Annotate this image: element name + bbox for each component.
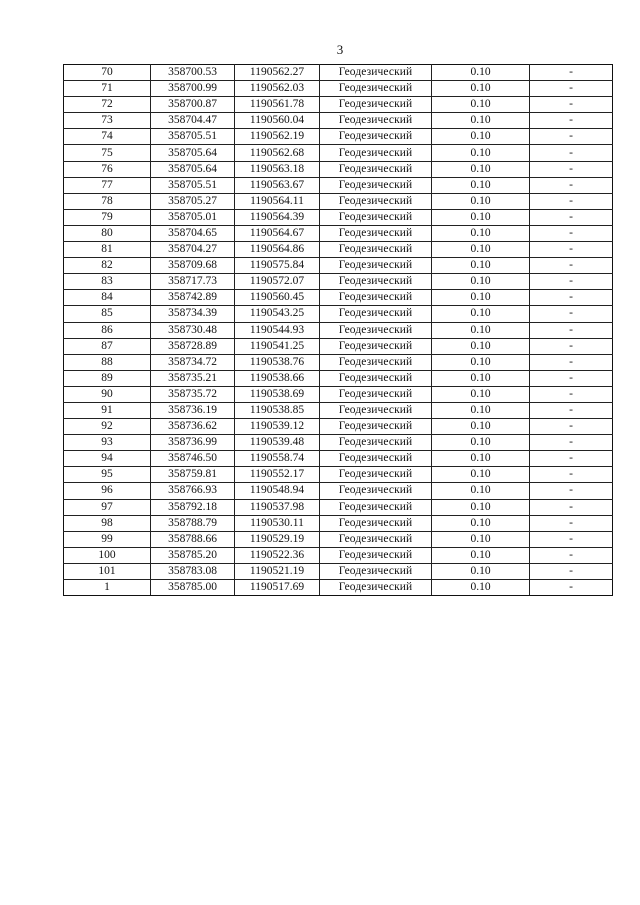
method-cell: Геодезический — [320, 209, 432, 225]
point-number-cell: 94 — [64, 451, 151, 467]
point-number-cell: 71 — [64, 81, 151, 97]
accuracy-cell: 0.10 — [432, 225, 530, 241]
x-coordinate-cell: 358705.64 — [151, 145, 235, 161]
y-coordinate-cell: 1190538.85 — [235, 402, 320, 418]
table-row — [64, 274, 613, 290]
table-row — [64, 97, 613, 113]
description-cell: - — [530, 129, 613, 145]
y-coordinate-cell: 1190543.25 — [235, 306, 320, 322]
table-row — [64, 209, 613, 225]
description-cell: - — [530, 547, 613, 563]
description-cell: - — [530, 274, 613, 290]
y-coordinate-cell: 1190562.27 — [235, 65, 320, 81]
method-cell: Геодезический — [320, 65, 432, 81]
table-row — [64, 113, 613, 129]
table-row — [64, 402, 613, 418]
table-row — [64, 193, 613, 209]
y-coordinate-cell: 1190539.12 — [235, 419, 320, 435]
method-cell: Геодезический — [320, 386, 432, 402]
y-coordinate-cell: 1190541.25 — [235, 338, 320, 354]
accuracy-cell: 0.10 — [432, 290, 530, 306]
accuracy-cell: 0.10 — [432, 499, 530, 515]
x-coordinate-cell: 358704.65 — [151, 225, 235, 241]
description-cell: - — [530, 531, 613, 547]
table-row — [64, 242, 613, 258]
table-row — [64, 225, 613, 241]
x-coordinate-cell: 358736.19 — [151, 402, 235, 418]
y-coordinate-cell: 1190538.66 — [235, 370, 320, 386]
table-row — [64, 81, 613, 97]
method-cell: Геодезический — [320, 451, 432, 467]
accuracy-cell: 0.10 — [432, 354, 530, 370]
method-cell: Геодезический — [320, 161, 432, 177]
table-row — [64, 290, 613, 306]
y-coordinate-cell: 1190521.19 — [235, 563, 320, 579]
accuracy-cell: 0.10 — [432, 113, 530, 129]
table-row — [64, 65, 613, 81]
method-cell: Геодезический — [320, 97, 432, 113]
method-cell: Геодезический — [320, 370, 432, 386]
y-coordinate-cell: 1190552.17 — [235, 467, 320, 483]
y-coordinate-cell: 1190564.86 — [235, 242, 320, 258]
table-row — [64, 467, 613, 483]
point-number-cell: 88 — [64, 354, 151, 370]
table-row — [64, 129, 613, 145]
description-cell: - — [530, 499, 613, 515]
description-cell: - — [530, 145, 613, 161]
point-number-cell: 96 — [64, 483, 151, 499]
x-coordinate-cell: 358746.50 — [151, 451, 235, 467]
accuracy-cell: 0.10 — [432, 338, 530, 354]
description-cell: - — [530, 65, 613, 81]
method-cell: Геодезический — [320, 354, 432, 370]
description-cell: - — [530, 81, 613, 97]
accuracy-cell: 0.10 — [432, 419, 530, 435]
y-coordinate-cell: 1190564.67 — [235, 225, 320, 241]
point-number-cell: 87 — [64, 338, 151, 354]
point-number-cell: 81 — [64, 242, 151, 258]
method-cell: Геодезический — [320, 242, 432, 258]
y-coordinate-cell: 1190538.69 — [235, 386, 320, 402]
accuracy-cell: 0.10 — [432, 145, 530, 161]
method-cell: Геодезический — [320, 531, 432, 547]
x-coordinate-cell: 358788.66 — [151, 531, 235, 547]
y-coordinate-cell: 1190537.98 — [235, 499, 320, 515]
x-coordinate-cell: 358705.27 — [151, 193, 235, 209]
table-row — [64, 161, 613, 177]
method-cell: Геодезический — [320, 274, 432, 290]
y-coordinate-cell: 1190560.45 — [235, 290, 320, 306]
description-cell: - — [530, 483, 613, 499]
table-row — [64, 354, 613, 370]
description-cell: - — [530, 580, 613, 596]
y-coordinate-cell: 1190517.69 — [235, 580, 320, 596]
point-number-cell: 86 — [64, 322, 151, 338]
table-row — [64, 515, 613, 531]
accuracy-cell: 0.10 — [432, 177, 530, 193]
accuracy-cell: 0.10 — [432, 97, 530, 113]
description-cell: - — [530, 306, 613, 322]
x-coordinate-cell: 358709.68 — [151, 258, 235, 274]
x-coordinate-cell: 358730.48 — [151, 322, 235, 338]
y-coordinate-cell: 1190548.94 — [235, 483, 320, 499]
description-cell: - — [530, 322, 613, 338]
description-cell: - — [530, 435, 613, 451]
method-cell: Геодезический — [320, 322, 432, 338]
x-coordinate-cell: 358700.99 — [151, 81, 235, 97]
table-row — [64, 435, 613, 451]
description-cell: - — [530, 370, 613, 386]
y-coordinate-cell: 1190530.11 — [235, 515, 320, 531]
point-number-cell: 101 — [64, 563, 151, 579]
description-cell: - — [530, 354, 613, 370]
table-row — [64, 306, 613, 322]
x-coordinate-cell: 358736.99 — [151, 435, 235, 451]
point-number-cell: 75 — [64, 145, 151, 161]
point-number-cell: 78 — [64, 193, 151, 209]
accuracy-cell: 0.10 — [432, 65, 530, 81]
table-row — [64, 547, 613, 563]
y-coordinate-cell: 1190558.74 — [235, 451, 320, 467]
table-row — [64, 531, 613, 547]
table-row — [64, 451, 613, 467]
x-coordinate-cell: 358734.72 — [151, 354, 235, 370]
x-coordinate-cell: 358735.72 — [151, 386, 235, 402]
x-coordinate-cell: 358759.81 — [151, 467, 235, 483]
accuracy-cell: 0.10 — [432, 258, 530, 274]
accuracy-cell: 0.10 — [432, 370, 530, 386]
point-number-cell: 95 — [64, 467, 151, 483]
table-row — [64, 258, 613, 274]
description-cell: - — [530, 97, 613, 113]
accuracy-cell: 0.10 — [432, 209, 530, 225]
point-number-cell: 72 — [64, 97, 151, 113]
table-row — [64, 419, 613, 435]
coordinates-table — [63, 64, 613, 596]
x-coordinate-cell: 358735.21 — [151, 370, 235, 386]
point-number-cell: 89 — [64, 370, 151, 386]
point-number-cell: 85 — [64, 306, 151, 322]
table-row — [64, 580, 613, 596]
table-row — [64, 177, 613, 193]
description-cell: - — [530, 225, 613, 241]
method-cell: Геодезический — [320, 402, 432, 418]
method-cell: Геодезический — [320, 483, 432, 499]
description-cell: - — [530, 161, 613, 177]
point-number-cell: 77 — [64, 177, 151, 193]
method-cell: Геодезический — [320, 129, 432, 145]
accuracy-cell: 0.10 — [432, 515, 530, 531]
y-coordinate-cell: 1190562.68 — [235, 145, 320, 161]
y-coordinate-cell: 1190560.04 — [235, 113, 320, 129]
y-coordinate-cell: 1190563.18 — [235, 161, 320, 177]
accuracy-cell: 0.10 — [432, 435, 530, 451]
method-cell: Геодезический — [320, 563, 432, 579]
method-cell: Геодезический — [320, 467, 432, 483]
x-coordinate-cell: 358700.87 — [151, 97, 235, 113]
x-coordinate-cell: 358766.93 — [151, 483, 235, 499]
method-cell: Геодезический — [320, 225, 432, 241]
accuracy-cell: 0.10 — [432, 193, 530, 209]
x-coordinate-cell: 358785.20 — [151, 547, 235, 563]
method-cell: Геодезический — [320, 419, 432, 435]
y-coordinate-cell: 1190563.67 — [235, 177, 320, 193]
x-coordinate-cell: 358788.79 — [151, 515, 235, 531]
x-coordinate-cell: 358734.39 — [151, 306, 235, 322]
method-cell: Геодезический — [320, 306, 432, 322]
accuracy-cell: 0.10 — [432, 386, 530, 402]
y-coordinate-cell: 1190561.78 — [235, 97, 320, 113]
description-cell: - — [530, 177, 613, 193]
point-number-cell: 93 — [64, 435, 151, 451]
y-coordinate-cell: 1190538.76 — [235, 354, 320, 370]
method-cell: Геодезический — [320, 435, 432, 451]
accuracy-cell: 0.10 — [432, 274, 530, 290]
table-row — [64, 322, 613, 338]
table-row — [64, 483, 613, 499]
y-coordinate-cell: 1190562.03 — [235, 81, 320, 97]
coordinates-table-body — [64, 65, 613, 596]
method-cell: Геодезический — [320, 290, 432, 306]
method-cell: Геодезический — [320, 113, 432, 129]
x-coordinate-cell: 358728.89 — [151, 338, 235, 354]
page-number: 3 — [336, 42, 344, 57]
point-number-cell: 84 — [64, 290, 151, 306]
table-row — [64, 563, 613, 579]
y-coordinate-cell: 1190529.19 — [235, 531, 320, 547]
method-cell: Геодезический — [320, 338, 432, 354]
y-coordinate-cell: 1190544.93 — [235, 322, 320, 338]
table-row — [64, 145, 613, 161]
point-number-cell: 82 — [64, 258, 151, 274]
point-number-cell: 73 — [64, 113, 151, 129]
description-cell: - — [530, 338, 613, 354]
accuracy-cell: 0.10 — [432, 580, 530, 596]
x-coordinate-cell: 358705.64 — [151, 161, 235, 177]
y-coordinate-cell: 1190564.11 — [235, 193, 320, 209]
table-row — [64, 338, 613, 354]
description-cell: - — [530, 467, 613, 483]
accuracy-cell: 0.10 — [432, 402, 530, 418]
method-cell: Геодезический — [320, 81, 432, 97]
description-cell: - — [530, 209, 613, 225]
point-number-cell: 1 — [64, 580, 151, 596]
point-number-cell: 98 — [64, 515, 151, 531]
table-row — [64, 370, 613, 386]
description-cell: - — [530, 563, 613, 579]
description-cell: - — [530, 290, 613, 306]
accuracy-cell: 0.10 — [432, 81, 530, 97]
description-cell: - — [530, 515, 613, 531]
description-cell: - — [530, 386, 613, 402]
method-cell: Геодезический — [320, 547, 432, 563]
description-cell: - — [530, 113, 613, 129]
point-number-cell: 74 — [64, 129, 151, 145]
x-coordinate-cell: 358700.53 — [151, 65, 235, 81]
point-number-cell: 83 — [64, 274, 151, 290]
point-number-cell: 80 — [64, 225, 151, 241]
method-cell: Геодезический — [320, 258, 432, 274]
description-cell: - — [530, 451, 613, 467]
accuracy-cell: 0.10 — [432, 242, 530, 258]
x-coordinate-cell: 358704.27 — [151, 242, 235, 258]
accuracy-cell: 0.10 — [432, 467, 530, 483]
point-number-cell: 100 — [64, 547, 151, 563]
method-cell: Геодезический — [320, 499, 432, 515]
point-number-cell: 79 — [64, 209, 151, 225]
point-number-cell: 97 — [64, 499, 151, 515]
method-cell: Геодезический — [320, 515, 432, 531]
description-cell: - — [530, 258, 613, 274]
accuracy-cell: 0.10 — [432, 322, 530, 338]
x-coordinate-cell: 358742.89 — [151, 290, 235, 306]
description-cell: - — [530, 419, 613, 435]
point-number-cell: 70 — [64, 65, 151, 81]
x-coordinate-cell: 358792.18 — [151, 499, 235, 515]
y-coordinate-cell: 1190562.19 — [235, 129, 320, 145]
x-coordinate-cell: 358736.62 — [151, 419, 235, 435]
accuracy-cell: 0.10 — [432, 451, 530, 467]
accuracy-cell: 0.10 — [432, 161, 530, 177]
point-number-cell: 76 — [64, 161, 151, 177]
y-coordinate-cell: 1190539.48 — [235, 435, 320, 451]
accuracy-cell: 0.10 — [432, 563, 530, 579]
x-coordinate-cell: 358705.51 — [151, 129, 235, 145]
point-number-cell: 91 — [64, 402, 151, 418]
method-cell: Геодезический — [320, 177, 432, 193]
method-cell: Геодезический — [320, 580, 432, 596]
description-cell: - — [530, 193, 613, 209]
x-coordinate-cell: 358704.47 — [151, 113, 235, 129]
description-cell: - — [530, 242, 613, 258]
x-coordinate-cell: 358717.73 — [151, 274, 235, 290]
point-number-cell: 92 — [64, 419, 151, 435]
x-coordinate-cell: 358783.08 — [151, 563, 235, 579]
accuracy-cell: 0.10 — [432, 306, 530, 322]
point-number-cell: 99 — [64, 531, 151, 547]
y-coordinate-cell: 1190575.84 — [235, 258, 320, 274]
accuracy-cell: 0.10 — [432, 531, 530, 547]
y-coordinate-cell: 1190522.36 — [235, 547, 320, 563]
x-coordinate-cell: 358705.51 — [151, 177, 235, 193]
x-coordinate-cell: 358705.01 — [151, 209, 235, 225]
x-coordinate-cell: 358785.00 — [151, 580, 235, 596]
description-cell: - — [530, 402, 613, 418]
accuracy-cell: 0.10 — [432, 483, 530, 499]
point-number-cell: 90 — [64, 386, 151, 402]
table-row — [64, 386, 613, 402]
method-cell: Геодезический — [320, 193, 432, 209]
method-cell: Геодезический — [320, 145, 432, 161]
y-coordinate-cell: 1190564.39 — [235, 209, 320, 225]
y-coordinate-cell: 1190572.07 — [235, 274, 320, 290]
accuracy-cell: 0.10 — [432, 547, 530, 563]
table-row — [64, 499, 613, 515]
accuracy-cell: 0.10 — [432, 129, 530, 145]
